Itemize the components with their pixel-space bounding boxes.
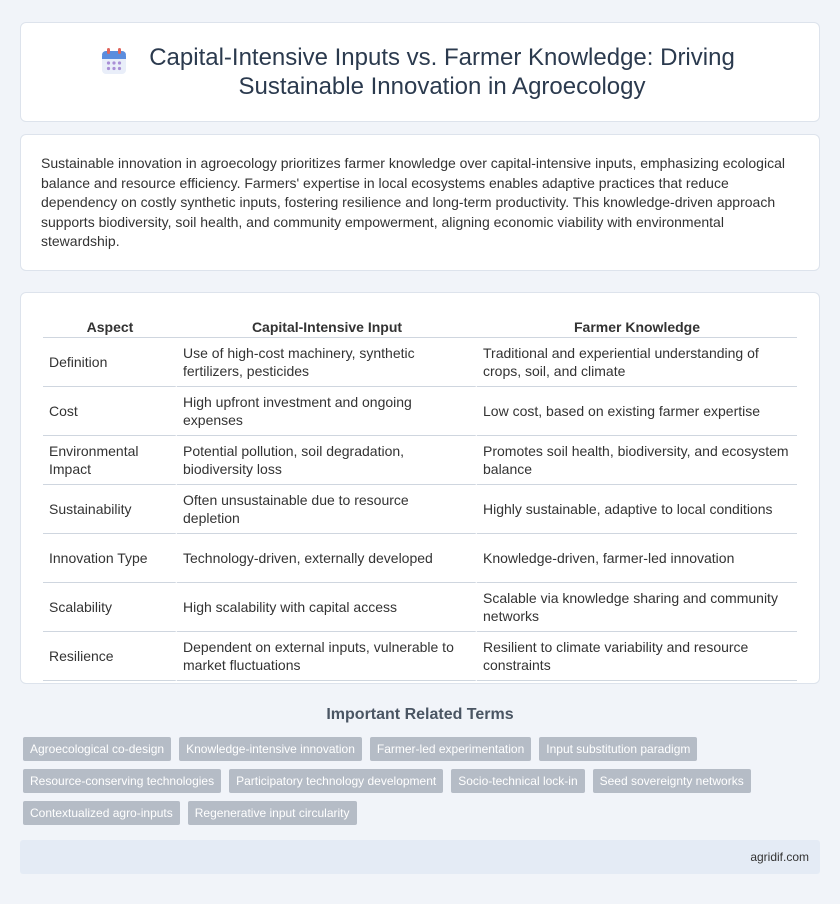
cell-knowledge: Knowledge-driven, farmer-led innovation	[477, 534, 797, 583]
cell-capital: Dependent on external inputs, vulnerable to market fluctuations	[177, 632, 477, 681]
cell-aspect: Scalability	[43, 583, 177, 632]
footer-site-link[interactable]: agridif.com	[750, 850, 809, 864]
intro-card	[20, 134, 820, 271]
header-card	[20, 22, 820, 122]
cell-aspect: Resilience	[43, 632, 177, 681]
cell-knowledge: Traditional and experiential understanding of crops, soil, and climate	[477, 338, 797, 387]
cell-aspect: Definition	[43, 338, 177, 387]
table-row	[43, 632, 797, 681]
cell-capital: Technology-driven, externally developed	[177, 534, 477, 583]
tag-regenerative-input-circularity[interactable]: Regenerative input circularity	[188, 801, 357, 825]
cell-knowledge: Resilient to climate variability and resource constraints	[477, 632, 797, 681]
cell-aspect: Environmental Impact	[43, 436, 177, 485]
cell-capital: High scalability with capital access	[177, 583, 477, 632]
cell-capital: Often unsustainable due to resource depletion	[177, 485, 477, 534]
cell-knowledge: Promotes soil health, biodiversity, and ecosystem balance	[477, 436, 797, 485]
title-wrap	[100, 43, 740, 101]
page-title: Capital-Intensive Inputs vs. Farmer Knowledge: Driving Sustainable Innovation in Agroecology	[149, 44, 735, 100]
table-row	[43, 583, 797, 632]
related-terms-list	[23, 737, 803, 825]
calendar-icon	[100, 47, 130, 77]
cell-capital: Use of high-cost machinery, synthetic fertilizers, pesticides	[177, 338, 477, 387]
tag-agroecological-co-design[interactable]: Agroecological co-design	[23, 737, 171, 761]
cell-aspect: Sustainability	[43, 485, 177, 534]
related-terms-title: Important Related Terms	[326, 706, 514, 723]
cell-knowledge: Low cost, based on existing farmer expertise	[477, 387, 797, 436]
table-row	[43, 534, 797, 583]
table-row	[43, 338, 797, 387]
tag-participatory-technology-development[interactable]: Participatory technology development	[229, 769, 443, 793]
tag-contextualized-agro-inputs[interactable]: Contextualized agro-inputs	[23, 801, 180, 825]
cell-knowledge: Scalable via knowledge sharing and community networks	[477, 583, 797, 632]
table-header-row	[43, 313, 797, 338]
tag-farmer-led-experimentation[interactable]: Farmer-led experimentation	[370, 737, 531, 761]
cell-aspect: Innovation Type	[43, 534, 177, 583]
table-row	[43, 387, 797, 436]
header-capital-intensive-input: Capital-Intensive Input	[177, 313, 477, 338]
cell-capital: High upfront investment and ongoing expenses	[177, 387, 477, 436]
table-row	[43, 436, 797, 485]
intro-paragraph: Sustainable innovation in agroecology prioritizes farmer knowledge over capital-intensive inputs, emphasizing ecological balance and resource efficiency. Farmers' expertise in local ecosystems enables adaptive practices that reduce dependency on costly synthetic inputs, fostering resilience and long-term productivity. This knowledge-driven approach supports biodiversity, soil health, and community empowerment, aligning economic viability with environmental stewardship.	[41, 155, 785, 250]
cell-aspect: Cost	[43, 387, 177, 436]
cell-capital: Potential pollution, soil degradation, biodiversity loss	[177, 436, 477, 485]
tag-seed-sovereignty-networks[interactable]: Seed sovereignty networks	[593, 769, 751, 793]
table-row	[43, 485, 797, 534]
header-aspect: Aspect	[43, 313, 177, 338]
header-farmer-knowledge: Farmer Knowledge	[477, 313, 797, 338]
tag-knowledge-intensive-innovation[interactable]: Knowledge-intensive innovation	[179, 737, 362, 761]
comparison-card	[20, 292, 820, 684]
tag-socio-technical-lock-in[interactable]: Socio-technical lock-in	[451, 769, 584, 793]
footer	[20, 840, 820, 874]
tag-resource-conserving-technologies[interactable]: Resource-conserving technologies	[23, 769, 221, 793]
comparison-table	[43, 313, 797, 681]
cell-knowledge: Highly sustainable, adaptive to local conditions	[477, 485, 797, 534]
tag-input-substitution-paradigm[interactable]: Input substitution paradigm	[539, 737, 697, 761]
